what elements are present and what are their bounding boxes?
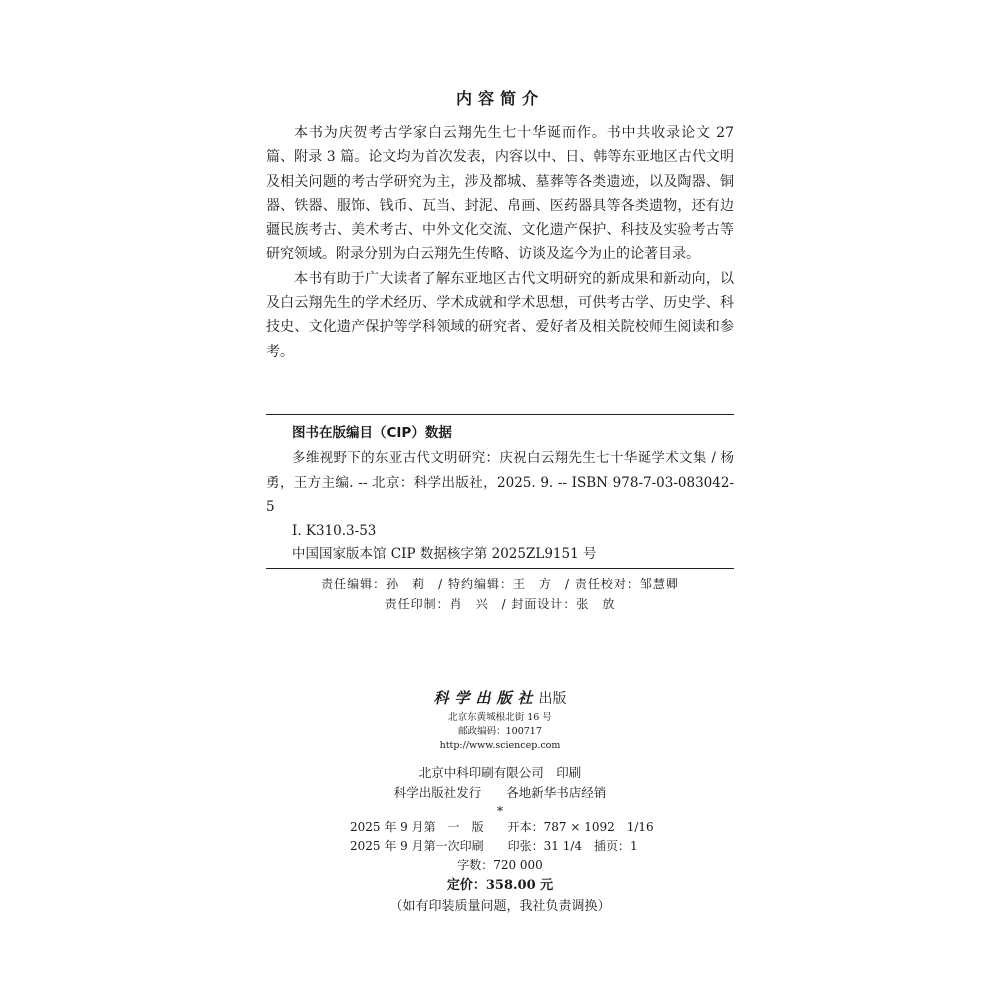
- intro-paragraph-1: 本书为庆贺考古学家白云翔先生七十华诞而作。书中共收录论文 27 篇、附录 3 篇。论文均为首次发表，内容以中、日、韩等东亚地区古代文明及相关问题的考古学研究为主，涉及都城、墓葬等各类遗迹，以及陶器、铜器、铁器、服饰、钱币、瓦当、封泥、帛画、医药器具等各类遗物，还有边疆民族考古、美术考古、中外文化交流、文化遗产保护、科技及实验考古等研究领域。附录分别为白云翔先生传略、访谈及迄今为止的论著目录。: [266, 125, 734, 263]
- publisher-line: [0, 686, 1000, 711]
- page-title: 内容简介: [455, 89, 544, 108]
- cip-approval-number: 中国国家版本馆 CIP 数据核字第 2025ZL9151 号: [292, 545, 597, 562]
- edition-line: 2025 年 9 月第 一 版 开本：787 × 1092 1/16: [350, 820, 654, 834]
- staff-credits-line-2: 责任印制：肖 兴 / 封面设计：张 放: [384, 597, 616, 611]
- cip-bottom-rule: [266, 568, 734, 569]
- word-count: 字数：720 000: [457, 858, 543, 872]
- cip-record: 多维视野下的东亚古代文明研究：庆祝白云翔先生七十华诞学术文集 / 杨勇，王方主编. -- 北京：科学出版社，2025. 9. -- ISBN 978-7-03-083042-5: [266, 450, 734, 515]
- cip-top-rule: [266, 414, 734, 415]
- publish-word: 出版: [538, 691, 567, 707]
- cip-heading: 图书在版编目（CIP）数据: [292, 425, 452, 441]
- quality-notice: （如有印装质量问题，我社负责调换）: [389, 899, 611, 914]
- cip-classification: Ⅰ. K310.3-53: [292, 522, 377, 539]
- publisher-postcode: 邮政编码：100717: [458, 726, 542, 737]
- intro-paragraph-2: 本书有助于广大读者了解东亚地区古代文明研究的新成果和新动向，以及白云翔先生的学术经历、学术成就和学术思想，可供考古学、历史学、科技史、文化遗产保护等学科领域的研究者、爱好者及相关院校师生阅读和参考。: [266, 270, 734, 360]
- publisher-name: 科学出版社: [433, 689, 539, 707]
- publisher-website: http://www.sciencep.com: [439, 740, 561, 751]
- cip-section: [266, 420, 734, 566]
- intro-section: [266, 121, 734, 364]
- staff-credits: [0, 574, 1000, 614]
- imprint-section: [0, 686, 1000, 819]
- publisher-address: 北京东黄城根北街 16 号: [448, 712, 552, 723]
- distribution-line: 科学出版社发行 各地新华书店经销: [393, 785, 607, 800]
- imprint-footer: [0, 856, 1000, 917]
- staff-credits-line-1: 责任编辑：孙 莉 / 特约编辑：王 方 / 责任校对：邹慧卿: [321, 577, 679, 591]
- printer-line: 北京中科印刷有限公司 印刷: [418, 765, 582, 780]
- price: 定价：358.00 元: [446, 878, 554, 893]
- separator-asterisk: *: [496, 803, 504, 818]
- printing-line: 2025 年 9 月第一次印刷 印张：31 1/4 插页：1: [350, 839, 638, 853]
